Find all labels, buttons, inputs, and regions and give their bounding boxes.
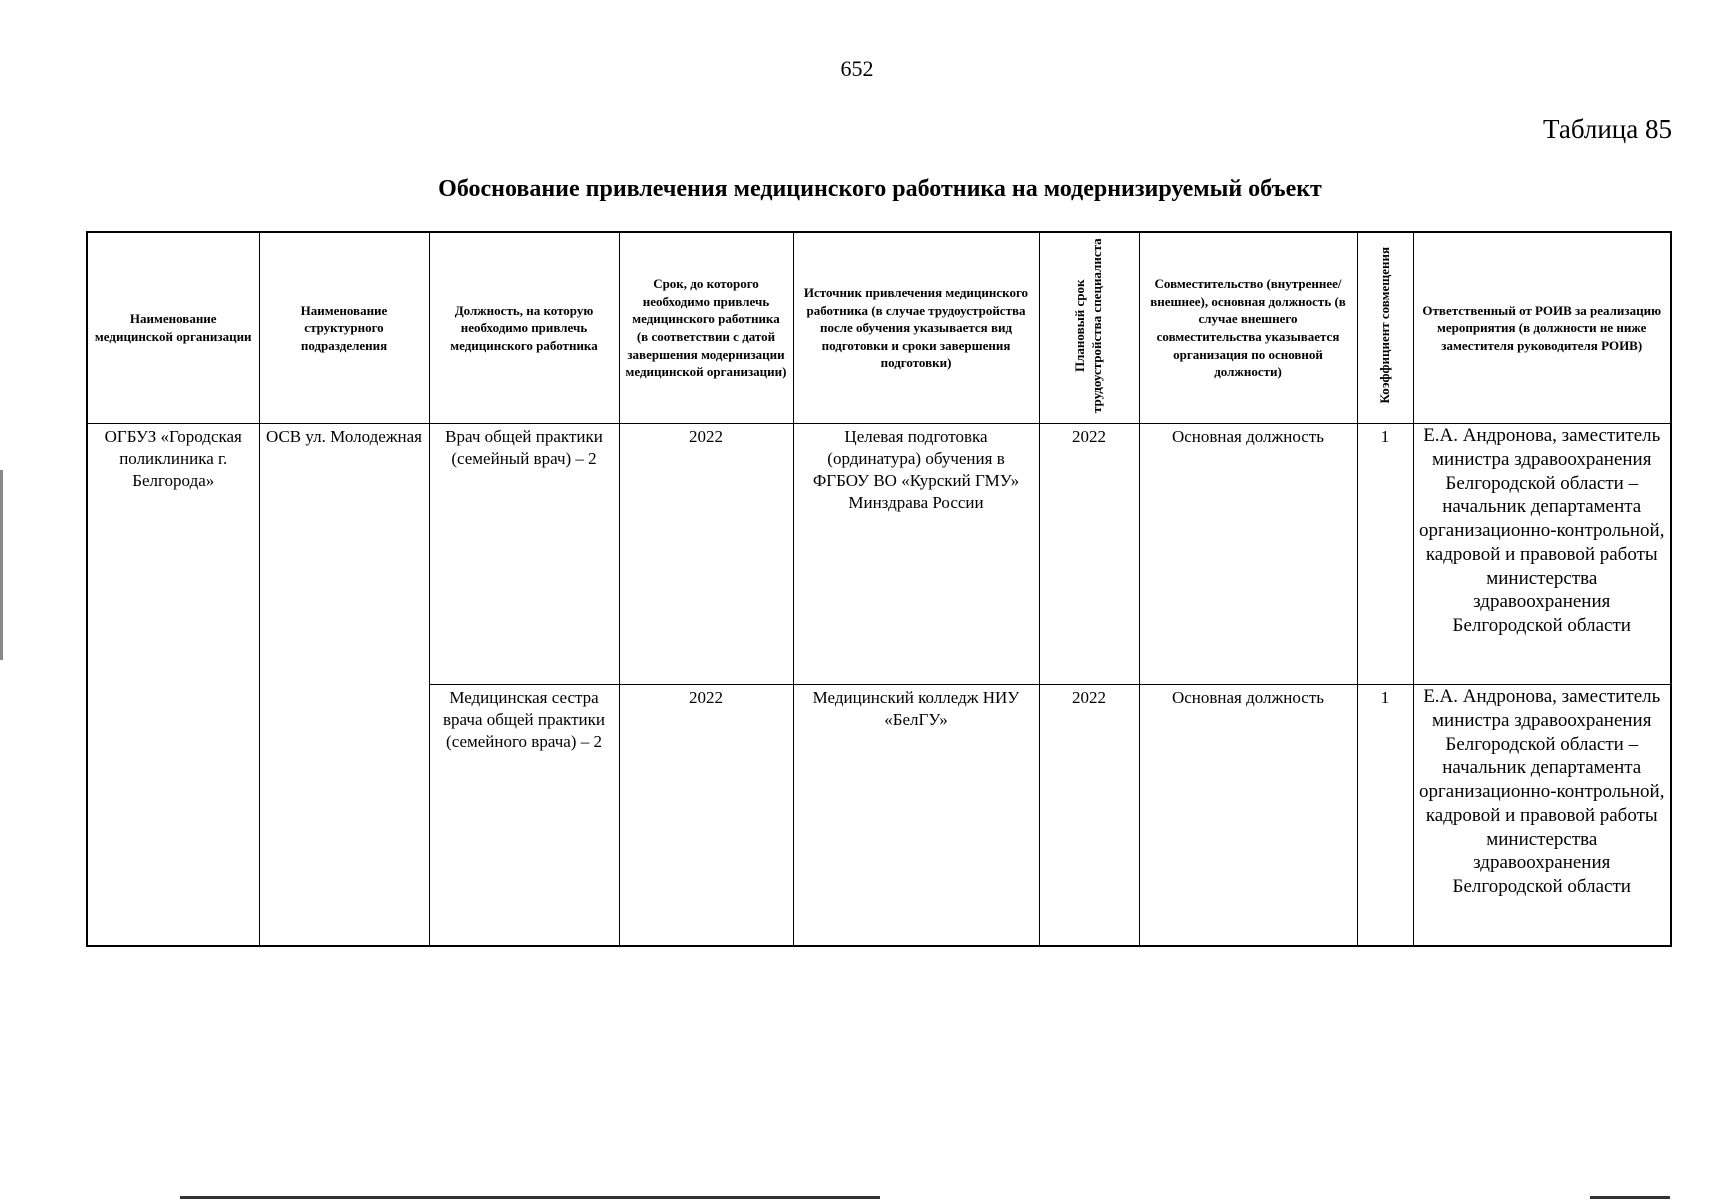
combination-cell: Основная должность	[1139, 685, 1357, 947]
header-deadline: Срок, до которого необходимо привлечь медицинского работника (в соответствии с датой завершения модернизации медицинской организации)	[619, 232, 793, 424]
coef-cell: 1	[1357, 424, 1413, 685]
page-number: 652	[840, 56, 874, 81]
unit-name: ОСВ ул. Молодежная	[265, 427, 422, 446]
unit-cell	[259, 424, 429, 947]
header-source: Источник привлечения медицинского работника (в случае трудоустройства после обучения указывается вид подготовки и сроки завершения подготовки)	[793, 232, 1039, 424]
margin-mark	[0, 470, 3, 660]
header-coef	[1357, 232, 1413, 424]
header-unit: Наименование структурного подразделения	[259, 232, 429, 424]
footer-rule	[180, 1196, 880, 1199]
header-coef-text: Коэффициент совмещения	[1376, 247, 1392, 404]
header-position: Должность, на которую необходимо привлечь медицинского работника	[429, 232, 619, 424]
deadline-cell: 2022	[619, 424, 793, 685]
table-label: Таблица 85	[1543, 114, 1672, 144]
org-name: ОГБУЗ «Городская поликлиника г. Белгорода»	[104, 427, 242, 491]
org-name-cell	[87, 424, 259, 947]
position-cell: Медицинская сестра врача общей практики (семейного врача) – 2	[429, 685, 619, 947]
planned-cell: 2022	[1039, 685, 1139, 947]
source-cell: Целевая подготовка (ординатура) обучения в ФГБОУ ВО «Курский ГМУ» Минздрава России	[793, 424, 1039, 685]
header-responsible: Ответственный от РОИВ за реализацию мероприятия (в должности не ниже заместителя руководителя РОИВ)	[1413, 232, 1671, 424]
planned-cell: 2022	[1039, 424, 1139, 685]
justification-table	[86, 231, 1672, 947]
coef-cell: 1	[1357, 685, 1413, 947]
footer-rule-right	[1590, 1196, 1670, 1199]
table-row	[87, 424, 1671, 685]
combination-cell: Основная должность	[1139, 424, 1357, 685]
source-cell: Медицинский колледж НИУ «БелГУ»	[793, 685, 1039, 947]
header-planned-text: Плановый срок трудоустройства специалиста	[1072, 238, 1104, 414]
header-row	[87, 232, 1671, 424]
header-combination: Совместительство (внутреннее/ внешнее), основная должность (в случае внешнего совместительства указывается организация по основной должности)	[1139, 232, 1357, 424]
document-title: Обоснование привлечения медицинского работника на модернизируемый объект	[438, 176, 1322, 202]
deadline-cell: 2022	[619, 685, 793, 947]
header-planned	[1039, 232, 1139, 424]
responsible-cell: Е.А. Андронова, заместитель министра здравоохранения Белгородской области – начальник департамента организационно-контрольной, кадровой и правовой работы министерства здравоохранения Белгородской области	[1413, 685, 1671, 947]
position-cell: Врач общей практики (семейный врач) – 2	[429, 424, 619, 685]
header-org: Наименование медицинской организации	[87, 232, 259, 424]
responsible-cell: Е.А. Андронова, заместитель министра здравоохранения Белгородской области – начальник департамента организационно-контрольной, кадровой и правовой работы министерства здравоохранения Белгородской области	[1413, 424, 1671, 685]
